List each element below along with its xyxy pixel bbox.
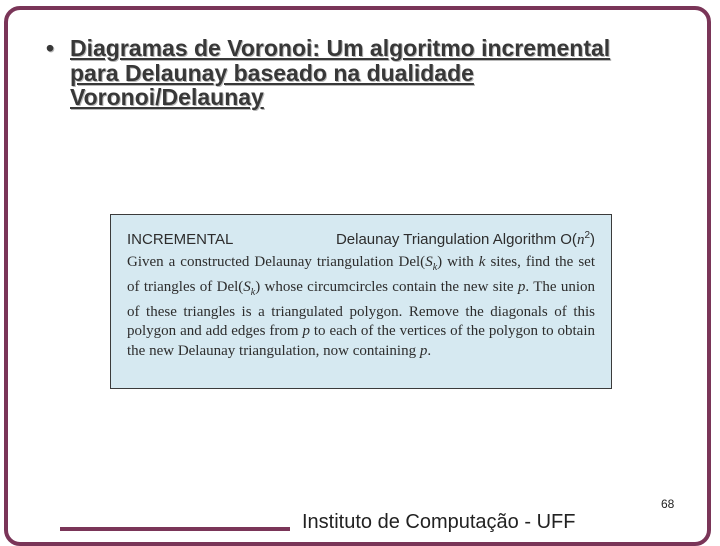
complexity: $O(n^2)$ <box>560 230 595 248</box>
bullet: • <box>46 35 55 61</box>
title-text: Diagramas de Voronoi: Um algoritmo incremental para Delaunay baseado na dualidade Voronoi/Delaunay <box>70 35 611 110</box>
algorithm-heading: Delaunay Triangulation Algorithm <box>335 231 557 248</box>
slide-title <box>46 36 646 110</box>
footer-bar <box>60 527 290 531</box>
algorithm-description: Given a constructed Delaunay triangulation $Del(S_k)$ with k sites, find the set of triangles of $Del(S_k)$ whose circumcircles contain the new site p. The union of these triangles is a triangulated polygon. Remove the diagonals of this polygon and add edges from p to each of the vertices of the polygon to obtain the new Delaunay triangulation, now containing p. <box>127 254 596 360</box>
algorithm-header <box>127 230 595 249</box>
algorithm-box <box>110 214 612 389</box>
footer-text: Instituto de Computação - UFF <box>302 511 576 533</box>
page-number: 68 <box>661 497 675 511</box>
algorithm-heading-group <box>336 230 595 249</box>
algorithm-name: INCREMENTAL <box>127 231 234 248</box>
